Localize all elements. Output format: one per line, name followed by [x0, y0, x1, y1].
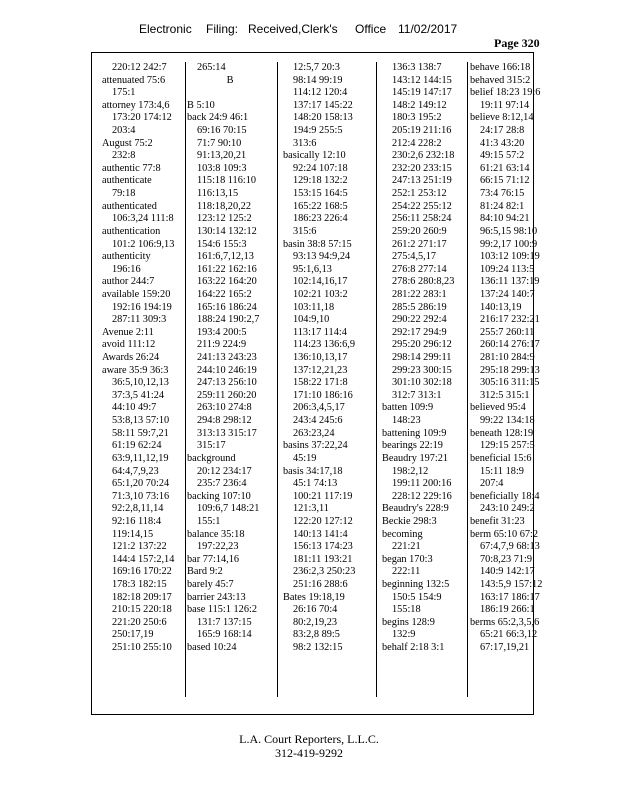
- index-entry-continuation: 92:24 107:18: [293, 162, 348, 174]
- index-entry: berm 65:10 67:2: [470, 528, 539, 540]
- index-entry-continuation: 292:17 294:9: [392, 326, 447, 338]
- index-entry-continuation: 295:18 299:13: [480, 364, 540, 376]
- index-entry-continuation: 140:9 142:17: [480, 566, 535, 578]
- index-entry-continuation: 255:7 260:11: [480, 326, 535, 338]
- index-entry-continuation: 122:20 127:12: [293, 515, 353, 527]
- index-entry-continuation: 188:24 190:2,7: [197, 314, 260, 326]
- column-divider: [467, 62, 468, 697]
- index-entry-continuation: 211:9 224:9: [197, 339, 247, 351]
- filing-electronic: Electronic: [139, 22, 192, 36]
- index-entry-continuation: 165:22 168:5: [293, 200, 348, 212]
- index-entry: avoid 111:12: [102, 339, 156, 351]
- index-entry-continuation: 129:15 257:5: [480, 440, 535, 452]
- index-entry-continuation: 66:15 71:12: [480, 175, 530, 187]
- index-entry-continuation: 148:2 149:12: [392, 99, 447, 111]
- index-entry-continuation: 12:5,7 20:3: [293, 62, 340, 73]
- index-entry-continuation: 263:23,24: [293, 427, 335, 439]
- index-entry-continuation: 173:20 174:12: [112, 112, 172, 124]
- index-column-5: [470, 62, 543, 655]
- index-entry: background: [187, 452, 236, 464]
- index-entry-continuation: 260:14 276:17: [480, 339, 540, 351]
- index-entry: authenticated: [102, 200, 157, 212]
- index-entry-continuation: 186:19 266:1: [480, 604, 535, 616]
- index-entry: behalf 2:18 3:1: [382, 642, 445, 654]
- index-entry-continuation: 178:3 182:15: [112, 578, 167, 590]
- index-entry-continuation: 156:13 174:23: [293, 541, 353, 553]
- index-entry: Beaudry 197:21: [382, 452, 449, 464]
- index-entry: authenticate: [102, 175, 152, 187]
- index-entry-continuation: 36:5,10,12,13: [112, 377, 169, 389]
- index-entry-continuation: 193:4 200:5: [197, 326, 247, 338]
- index-entry: bar 77:14,16: [187, 553, 240, 565]
- index-entry-continuation: 285:5 286:19: [392, 301, 447, 313]
- index-entry-continuation: 45:1 74:13: [293, 478, 338, 490]
- index-entry-continuation: 196:16: [112, 263, 141, 275]
- index-entry: based 10:24: [187, 642, 237, 654]
- index-entry-continuation: 220:12 242:7: [112, 62, 167, 73]
- index-entry-continuation: 113:17 114:4: [293, 326, 347, 338]
- index-entry-continuation: 53:8,13 57:10: [112, 415, 170, 427]
- index-entry-continuation: 150:5 154:9: [392, 591, 442, 603]
- index-entry-continuation: 207:4: [480, 478, 504, 490]
- index-entry-continuation: 259:20 260:9: [392, 225, 447, 237]
- index-entry-continuation: 148:23: [392, 415, 421, 427]
- index-entry: battening 109:9: [382, 427, 447, 439]
- index-entry-continuation: 298:14 299:11: [392, 352, 452, 364]
- index-entry-continuation: 313:6: [293, 137, 317, 149]
- index-entry-continuation: 243:4 245:6: [293, 415, 343, 427]
- index-entry-continuation: 131:7 137:15: [197, 616, 252, 628]
- index-entry-continuation: 136:10,13,17: [293, 352, 348, 364]
- index-entry-continuation: 49:15 57:2: [480, 150, 525, 162]
- index-entry-continuation: 67:4,7,9 68:13: [480, 541, 540, 553]
- index-entry-continuation: 294:8 298:12: [197, 415, 252, 427]
- index-entry: author 244:7: [102, 276, 155, 288]
- index-entry-continuation: 222:11: [392, 566, 421, 578]
- index-entry-continuation: 102:21 103:2: [293, 288, 348, 300]
- filing-date: 11/02/2017: [398, 22, 458, 36]
- index-entry-continuation: 313:13 315:17: [197, 427, 257, 439]
- index-column-3: [283, 62, 374, 655]
- index-entry-continuation: 92:16 118:4: [112, 515, 162, 527]
- index-entry-continuation: 205:19 211:16: [392, 125, 452, 137]
- page-number: Page 320: [494, 36, 540, 50]
- index-entry-continuation: 281:10 284:9: [480, 352, 535, 364]
- index-entry-continuation: 67:17,19,21: [480, 642, 530, 654]
- index-entry-continuation: 137:12,21,23: [293, 364, 348, 376]
- index-entry-continuation: 136:3 138:7: [392, 62, 442, 73]
- index-entry-continuation: 84:10 94:21: [480, 213, 530, 225]
- index-column-2: [187, 62, 273, 655]
- index-entry-continuation: 140:13 141:4: [293, 528, 348, 540]
- index-entry: begins 128:9: [382, 616, 435, 628]
- index-entry-continuation: 92:2,8,11,14: [112, 503, 164, 515]
- index-entry-continuation: 171:10 186:16: [293, 389, 353, 401]
- column-divider: [185, 62, 186, 697]
- index-entry-continuation: 118:18,20,22: [197, 200, 251, 212]
- index-entry-continuation: 259:11 260:20: [197, 389, 257, 401]
- filing-received: Received,Clerk's: [248, 22, 338, 36]
- index-entry-continuation: 312:5 315:1: [480, 389, 530, 401]
- index-entry-continuation: 99:2,17 100:9: [480, 238, 538, 250]
- index-entry-continuation: 69:16 70:15: [197, 125, 247, 137]
- index-entry-continuation: 281:22 283:1: [392, 288, 447, 300]
- index-entry-continuation: 186:23 226:4: [293, 213, 348, 225]
- index-entry-continuation: 287:11 309:3: [112, 314, 167, 326]
- index-entry: Avenue 2:11: [102, 326, 154, 338]
- index-entry-continuation: 263:10 274:8: [197, 402, 252, 414]
- index-entry-continuation: 236:2,3 250:23: [293, 566, 356, 578]
- index-entry-continuation: 301:10 302:18: [392, 377, 452, 389]
- index-entry-continuation: 37:3,5 41:24: [112, 389, 165, 401]
- index-entry-continuation: 197:22,23: [197, 541, 239, 553]
- index-entry-continuation: 154:6 155:3: [197, 238, 247, 250]
- index-entry-continuation: 256:11 258:24: [392, 213, 452, 225]
- index-entry-continuation: 130:14 132:12: [197, 225, 257, 237]
- index-entry-continuation: 102:14,16,17: [293, 276, 348, 288]
- index-frame: [91, 52, 543, 715]
- index-entry-continuation: 70:8,23 71:9: [480, 553, 533, 565]
- index-entry: beneficial 15:6: [470, 452, 532, 464]
- index-entry-continuation: 61:21 63:14: [480, 162, 530, 174]
- index-entry-continuation: 100:21 117:19: [293, 490, 353, 502]
- index-entry-continuation: 119:14,15: [112, 528, 154, 540]
- index-entry-continuation: 198:2,12: [392, 465, 429, 477]
- index-entry-continuation: 210:15 220:18: [112, 604, 172, 616]
- index-entry-continuation: 63:9,11,12,19: [112, 452, 169, 464]
- index-entry-continuation: 98:14 99:19: [293, 74, 343, 86]
- filing-label: Filing:: [206, 22, 239, 36]
- index-entry-continuation: 244:10 246:19: [197, 364, 257, 376]
- index-entry-continuation: 114:23 136:6,9: [293, 339, 355, 351]
- index-entry-continuation: 45:19: [293, 452, 317, 464]
- index-entry-continuation: 261:2 271:17: [392, 238, 447, 250]
- index-entry-continuation: 58:11 59:7,21: [112, 427, 169, 439]
- index-entry-continuation: 109:24 113:5: [480, 263, 535, 275]
- index-entry: attorney 173:4,6: [102, 99, 170, 111]
- index-entry-continuation: 129:18 132:2: [293, 175, 348, 187]
- index-entry-continuation: 241:13 243:23: [197, 352, 257, 364]
- index-entry-continuation: 83:2,8 89:5: [293, 629, 340, 641]
- index-entry-continuation: 230:2,6 232:18: [392, 150, 455, 162]
- index-entry-continuation: 143:5,9 157:12: [480, 578, 543, 590]
- index-entry: barrier 243:13: [187, 591, 246, 603]
- index-entry: began 170:3: [382, 553, 433, 565]
- index-entry-continuation: 275:4,5,17: [392, 251, 437, 263]
- index-entry-continuation: 24:17 28:8: [480, 125, 525, 137]
- index-entry: backing 107:10: [187, 490, 251, 502]
- index-entry: basin 38:8 57:15: [283, 238, 352, 250]
- index-entry-continuation: 155:18: [392, 604, 421, 616]
- index-entry-continuation: 161:6,7,12,13: [197, 251, 254, 263]
- index-entry-continuation: 254:22 255:12: [392, 200, 452, 212]
- index-entry: batten 109:9: [382, 402, 434, 414]
- index-entry-continuation: 163:22 164:20: [197, 276, 257, 288]
- index-entry-continuation: 91:13,20,21: [197, 150, 247, 162]
- index-entry: believed 95:4: [470, 402, 526, 414]
- index-entry-continuation: 99:22 134:18: [480, 415, 535, 427]
- index-entry-continuation: 80:2,19,23: [293, 616, 338, 628]
- index-column-1: [102, 62, 184, 655]
- index-entry: authentic 77:8: [102, 162, 161, 174]
- index-entry-continuation: 315:17: [197, 440, 226, 452]
- index-entry-continuation: 165:9 168:14: [197, 629, 252, 641]
- index-entry-continuation: 145:19 147:17: [392, 87, 452, 99]
- index-entry-continuation: 250:17,19: [112, 629, 154, 641]
- index-entry-continuation: 71:3,10 73:16: [112, 490, 170, 502]
- index-entry-continuation: 121:3,11: [293, 503, 329, 515]
- index-entry-continuation: 290:22 292:4: [392, 314, 447, 326]
- index-entry: authentication: [102, 225, 161, 237]
- index-entry-continuation: 243:10 249:2: [480, 503, 535, 515]
- index-entry-continuation: 143:12 144:15: [392, 74, 452, 86]
- index-entry-continuation: 247:13 256:10: [197, 377, 257, 389]
- index-entry-continuation: 216:17 232:21: [480, 314, 540, 326]
- index-entry-continuation: 164:22 165:2: [197, 288, 252, 300]
- index-entry-continuation: 265:14: [197, 62, 226, 73]
- index-entry-continuation: 182:18 209:17: [112, 591, 172, 603]
- index-entry-continuation: 103:11,18: [293, 301, 335, 313]
- index-entry-continuation: 116:13,15: [197, 188, 239, 200]
- index-entry: aware 35:9 36:3: [102, 364, 169, 376]
- index-entry-continuation: 155:1: [197, 515, 221, 527]
- index-entry-continuation: 132:9: [392, 629, 416, 641]
- index-entry-continuation: 121:2 137:22: [112, 541, 167, 553]
- index-entry-continuation: 180:3 195:2: [392, 112, 442, 124]
- index-entry: Beckie 298:3: [382, 515, 437, 527]
- index-entry: Bard 9:2: [187, 566, 223, 578]
- index-entry-continuation: 15:11 18:9: [480, 465, 524, 477]
- index-entry-continuation: 136:11 137:19: [480, 276, 540, 288]
- index-entry: benefit 31:23: [470, 515, 525, 527]
- index-entry-continuation: 161:22 162:16: [197, 263, 257, 275]
- index-entry-continuation: 299:23 300:15: [392, 364, 452, 376]
- index-entry: beneath 128:19: [470, 427, 534, 439]
- index-entry-continuation: 26:16 70:4: [293, 604, 338, 616]
- index-entry-continuation: 103:12 109:19: [480, 251, 540, 263]
- filing-office: Office: [355, 22, 387, 36]
- index-entry: B 5:10: [187, 99, 215, 111]
- index-entry-continuation: 123:12 125:2: [197, 213, 252, 225]
- index-entry-continuation: 212:4 228:2: [392, 137, 442, 149]
- index-entry: attenuated 75:6: [102, 74, 166, 86]
- index-entry-continuation: 96:5,15 98:10: [480, 225, 538, 237]
- index-entry: barely 45:7: [187, 578, 234, 590]
- index-entry-continuation: 169:16 170:22: [112, 566, 172, 578]
- index-entry: Awards 26:24: [102, 352, 160, 364]
- index-entry-continuation: 148:20 158:13: [293, 112, 353, 124]
- index-entry-continuation: 251:16 288:6: [293, 578, 348, 590]
- index-entry: bearings 22:19: [382, 440, 443, 452]
- index-entry-continuation: 228:12 229:16: [392, 490, 452, 502]
- index-entry-continuation: 115:18 116:10: [197, 175, 257, 187]
- index-entry-continuation: 144:4 157:2,14: [112, 553, 175, 565]
- index-entry: beneficially 18:4: [470, 490, 540, 502]
- index-entry: [187, 87, 273, 100]
- index-entry: B: [226, 74, 234, 86]
- column-divider: [376, 62, 377, 697]
- index-entry: behave 166:18: [470, 62, 531, 73]
- index-entry-continuation: 140:13,19: [480, 301, 522, 313]
- index-entry-continuation: 232:20 233:15: [392, 162, 452, 174]
- index-entry-continuation: 163:17 186:17: [480, 591, 540, 603]
- index-entry: basins 37:22,24: [283, 440, 348, 452]
- index-entry-continuation: 206:3,4,5,17: [293, 402, 345, 414]
- index-entry-continuation: 276:8 277:14: [392, 263, 447, 275]
- index-entry-continuation: 64:4,7,9,23: [112, 465, 159, 477]
- index-entry: believe 8:12,14: [470, 112, 534, 124]
- index-entry-continuation: 98:2 132:15: [293, 642, 343, 654]
- index-entry-continuation: 65:1,20 70:24: [112, 478, 170, 490]
- index-entry-continuation: 312:7 313:1: [392, 389, 442, 401]
- footer-phone: 312-419-9292: [275, 746, 343, 760]
- index-entry-continuation: 106:3,24 111:8: [112, 213, 174, 225]
- index-entry-continuation: 95:1,6,13: [293, 263, 332, 275]
- index-entry: beginning 132:5: [382, 578, 450, 590]
- index-entry-continuation: 41:3 43:20: [480, 137, 525, 149]
- index-entry-continuation: 221:21: [392, 541, 421, 553]
- index-entry-continuation: 192:16 194:19: [112, 301, 172, 313]
- index-entry-continuation: 20:12 234:17: [197, 465, 252, 477]
- index-entry: Bates 19:18,19: [283, 591, 345, 603]
- index-entry-continuation: 199:11 200:16: [392, 478, 452, 490]
- index-entry-continuation: 295:20 296:12: [392, 339, 452, 351]
- index-entry-continuation: 65:21 66:3,12: [480, 629, 538, 641]
- index-entry: basically 12:10: [283, 150, 346, 162]
- index-entry: August 75:2: [102, 137, 153, 149]
- index-entry: available 159:20: [102, 288, 171, 300]
- index-entry-continuation: 181:11 193:21: [293, 553, 353, 565]
- index-entry-continuation: 137:17 145:22: [293, 99, 353, 111]
- index-entry: base 115:1 126:2: [187, 604, 257, 616]
- index-entry-continuation: 81:24 82:1: [480, 200, 525, 212]
- index-entry-continuation: 305:16 311:15: [480, 377, 540, 389]
- index-entry-continuation: 93:13 94:9,24: [293, 251, 351, 263]
- index-entry-continuation: 251:10 255:10: [112, 642, 172, 654]
- index-entry-continuation: 315:6: [293, 225, 317, 237]
- index-entry-continuation: 247:13 251:19: [392, 175, 452, 187]
- index-entry-continuation: 278:6 280:8,23: [392, 276, 455, 288]
- index-column-4: [382, 62, 466, 655]
- index-entry: belief 18:23 19:6: [470, 87, 541, 99]
- index-entry-continuation: 104:9,10: [293, 314, 330, 326]
- index-entry-continuation: 235:7 236:4: [197, 478, 247, 490]
- index-entry-continuation: 221:20 250:6: [112, 616, 167, 628]
- index-entry: berms 65:2,3,5,6: [470, 616, 540, 628]
- column-divider: [277, 62, 278, 697]
- index-entry-continuation: 137:24 140:7: [480, 288, 535, 300]
- index-entry-continuation: 103:8 109:3: [197, 162, 247, 174]
- index-entry: becoming: [382, 528, 423, 540]
- index-entry-continuation: 194:9 255:5: [293, 125, 343, 137]
- index-entry: Beaudry's 228:9: [382, 503, 449, 515]
- index-entry-continuation: 19:11 97:14: [480, 99, 530, 111]
- index-entry-continuation: 61:19 62:24: [112, 440, 162, 452]
- index-entry-continuation: 252:1 253:12: [392, 188, 447, 200]
- index-entry-continuation: 175:1: [112, 87, 136, 99]
- index-entry-continuation: 114:12 120:4: [293, 87, 348, 99]
- index-entry: behaved 315:2: [470, 74, 531, 86]
- index-entry-continuation: 109:6,7 148:21: [197, 503, 260, 515]
- index-entry-continuation: 71:7 90:10: [197, 137, 242, 149]
- index-entry-continuation: 101:2 106:9,13: [112, 238, 175, 250]
- index-entry-continuation: 79:18: [112, 188, 136, 200]
- index-entry: balance 35:18: [187, 528, 245, 540]
- index-entry: basis 34:17,18: [283, 465, 343, 477]
- index-entry-continuation: 203:4: [112, 125, 136, 137]
- footer-company: L.A. Court Reporters, L.L.C.: [239, 732, 379, 746]
- index-entry-continuation: 232:8: [112, 150, 136, 162]
- index-entry-continuation: 165:16 186:24: [197, 301, 257, 313]
- index-entry: back 24:9 46:1: [187, 112, 249, 124]
- index-entry-continuation: 158:22 171:8: [293, 377, 348, 389]
- index-entry-continuation: 44:10 49:7: [112, 402, 157, 414]
- index-entry-continuation: 73:4 76:15: [480, 188, 525, 200]
- index-entry-continuation: 153:15 164:5: [293, 188, 348, 200]
- index-entry: authenticity: [102, 251, 151, 263]
